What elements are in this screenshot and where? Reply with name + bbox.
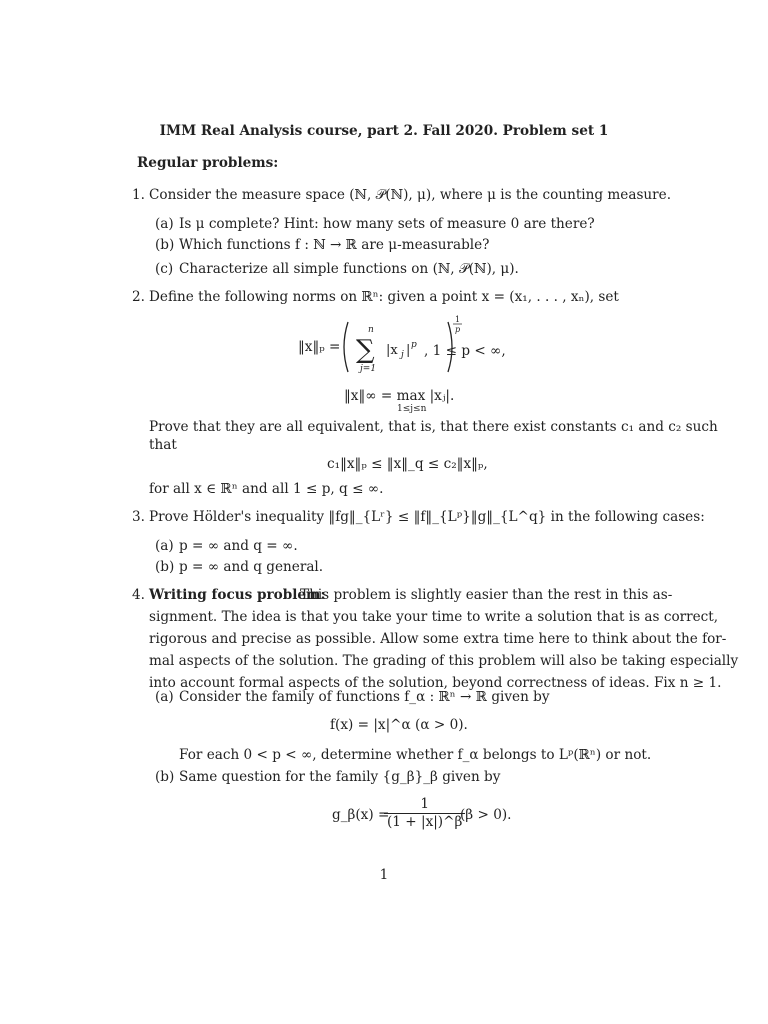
problem-4-line-2: signment. The idea is that you take your time to write a solution that is as correct, xyxy=(149,609,719,625)
problem-4a-label: (a) xyxy=(155,689,174,705)
problem-4b-label: (b) xyxy=(155,769,175,785)
svg-text:|x: |x xyxy=(386,343,398,358)
inf-norm-equation: ‖x‖∞ = max |xⱼ|. xyxy=(344,388,455,404)
problem-1-text: Consider the measure space (ℕ, 𝒫(ℕ), μ), where μ is the counting measure. xyxy=(149,187,672,203)
g-beta-equation xyxy=(332,796,532,836)
problem-1b-label: (b) xyxy=(155,237,175,253)
problem-3b-text: p = ∞ and q general. xyxy=(179,559,324,575)
g-beta-lhs: g_β(x) = xyxy=(332,807,390,823)
problem-4b-text: Same question for the family {g_β}_β given by xyxy=(179,769,501,785)
problem-2-text: Define the following norms on ℝⁿ: given a point x = (x₁, . . . , xₙ), set xyxy=(149,289,619,305)
problem-4-line-3: rigorous and precise as possible. Allow some extra time here to think about the for- xyxy=(149,631,727,647)
svg-text:p: p xyxy=(455,325,461,334)
problem-1-number: 1. xyxy=(132,187,145,203)
svg-text:n: n xyxy=(368,325,374,335)
problem-4-line-5: into account formal aspects of the solution, beyond correctness of ideas. Fix n ≥ 1. xyxy=(149,675,722,691)
problem-3a-text: p = ∞ and q = ∞. xyxy=(179,538,298,554)
power-function-equation: f(x) = |x|^α (α > 0). xyxy=(330,717,468,733)
p-norm-lhs: ‖x‖ₚ = xyxy=(298,339,341,355)
svg-text:∑: ∑ xyxy=(356,335,375,365)
problem-4-number: 4. xyxy=(132,587,145,603)
svg-text:p: p xyxy=(411,340,417,350)
problem-3-number: 3. xyxy=(132,509,145,525)
problem-2-text-2b: that xyxy=(149,437,177,453)
problem-1c-text: Characterize all simple functions on (ℕ, 𝒫(ℕ), μ). xyxy=(179,261,519,277)
g-beta-condition: (β > 0). xyxy=(460,807,512,823)
problem-3b-label: (b) xyxy=(155,559,175,575)
problem-2-number: 2. xyxy=(132,289,145,305)
problem-4-line-4: mal aspects of the solution. The grading of this problem will also be taking especially xyxy=(149,653,739,669)
problem-4a-question: For each 0 < p < ∞, determine whether f_α belongs to Lᵖ(ℝⁿ) or not. xyxy=(179,747,652,763)
problem-1c-label: (c) xyxy=(155,261,174,277)
problem-4-line-1: This problem is slightly easier than the rest in this as- xyxy=(300,587,673,603)
svg-text:|: | xyxy=(406,343,411,358)
p-norm-equation xyxy=(298,312,538,378)
svg-text:j=1: j=1 xyxy=(360,364,377,374)
problem-2-text-2a: Prove that they are all equivalent, that is, that there exist constants c₁ and c₂ such xyxy=(149,419,718,435)
problem-3a-label: (a) xyxy=(155,538,174,554)
problem-1a-text: Is μ complete? Hint: how many sets of measure 0 are there? xyxy=(179,216,595,232)
problem-1b-text: Which functions f : ℕ → ℝ are μ-measurable? xyxy=(179,237,490,253)
svg-text:j: j xyxy=(401,350,404,360)
problem-2-text-3: for all x ∈ ℝⁿ and all 1 ≤ p, q ≤ ∞. xyxy=(149,481,384,497)
section-heading: Regular problems: xyxy=(137,155,279,171)
problem-4a-text: Consider the family of functions f_α : ℝⁿ → ℝ given by xyxy=(179,689,550,705)
equivalence-inequality: c₁‖x‖ₚ ≤ ‖x‖_q ≤ c₂‖x‖ₚ, xyxy=(327,456,488,472)
inf-norm-subscript: 1≤j≤n xyxy=(397,404,427,414)
problem-1a-label: (a) xyxy=(155,216,174,232)
page-title: IMM Real Analysis course, part 2. Fall 2020. Problem set 1 xyxy=(159,123,609,139)
problem-3-text: Prove Hölder's inequality ‖fg‖_{Lʳ} ≤ ‖f‖_{Lᵖ}‖g‖_{L^q} in the following cases: xyxy=(149,509,705,525)
page-number: 1 xyxy=(379,867,389,883)
g-beta-denominator: (1 + |x|)^β xyxy=(387,814,463,830)
p-norm-condition: , 1 ≤ p < ∞, xyxy=(424,343,506,359)
g-beta-fraction xyxy=(384,796,465,831)
problem-4-lead: Writing focus problem: xyxy=(149,587,326,603)
svg-text:1: 1 xyxy=(455,315,461,324)
g-beta-numerator: 1 xyxy=(384,796,465,814)
